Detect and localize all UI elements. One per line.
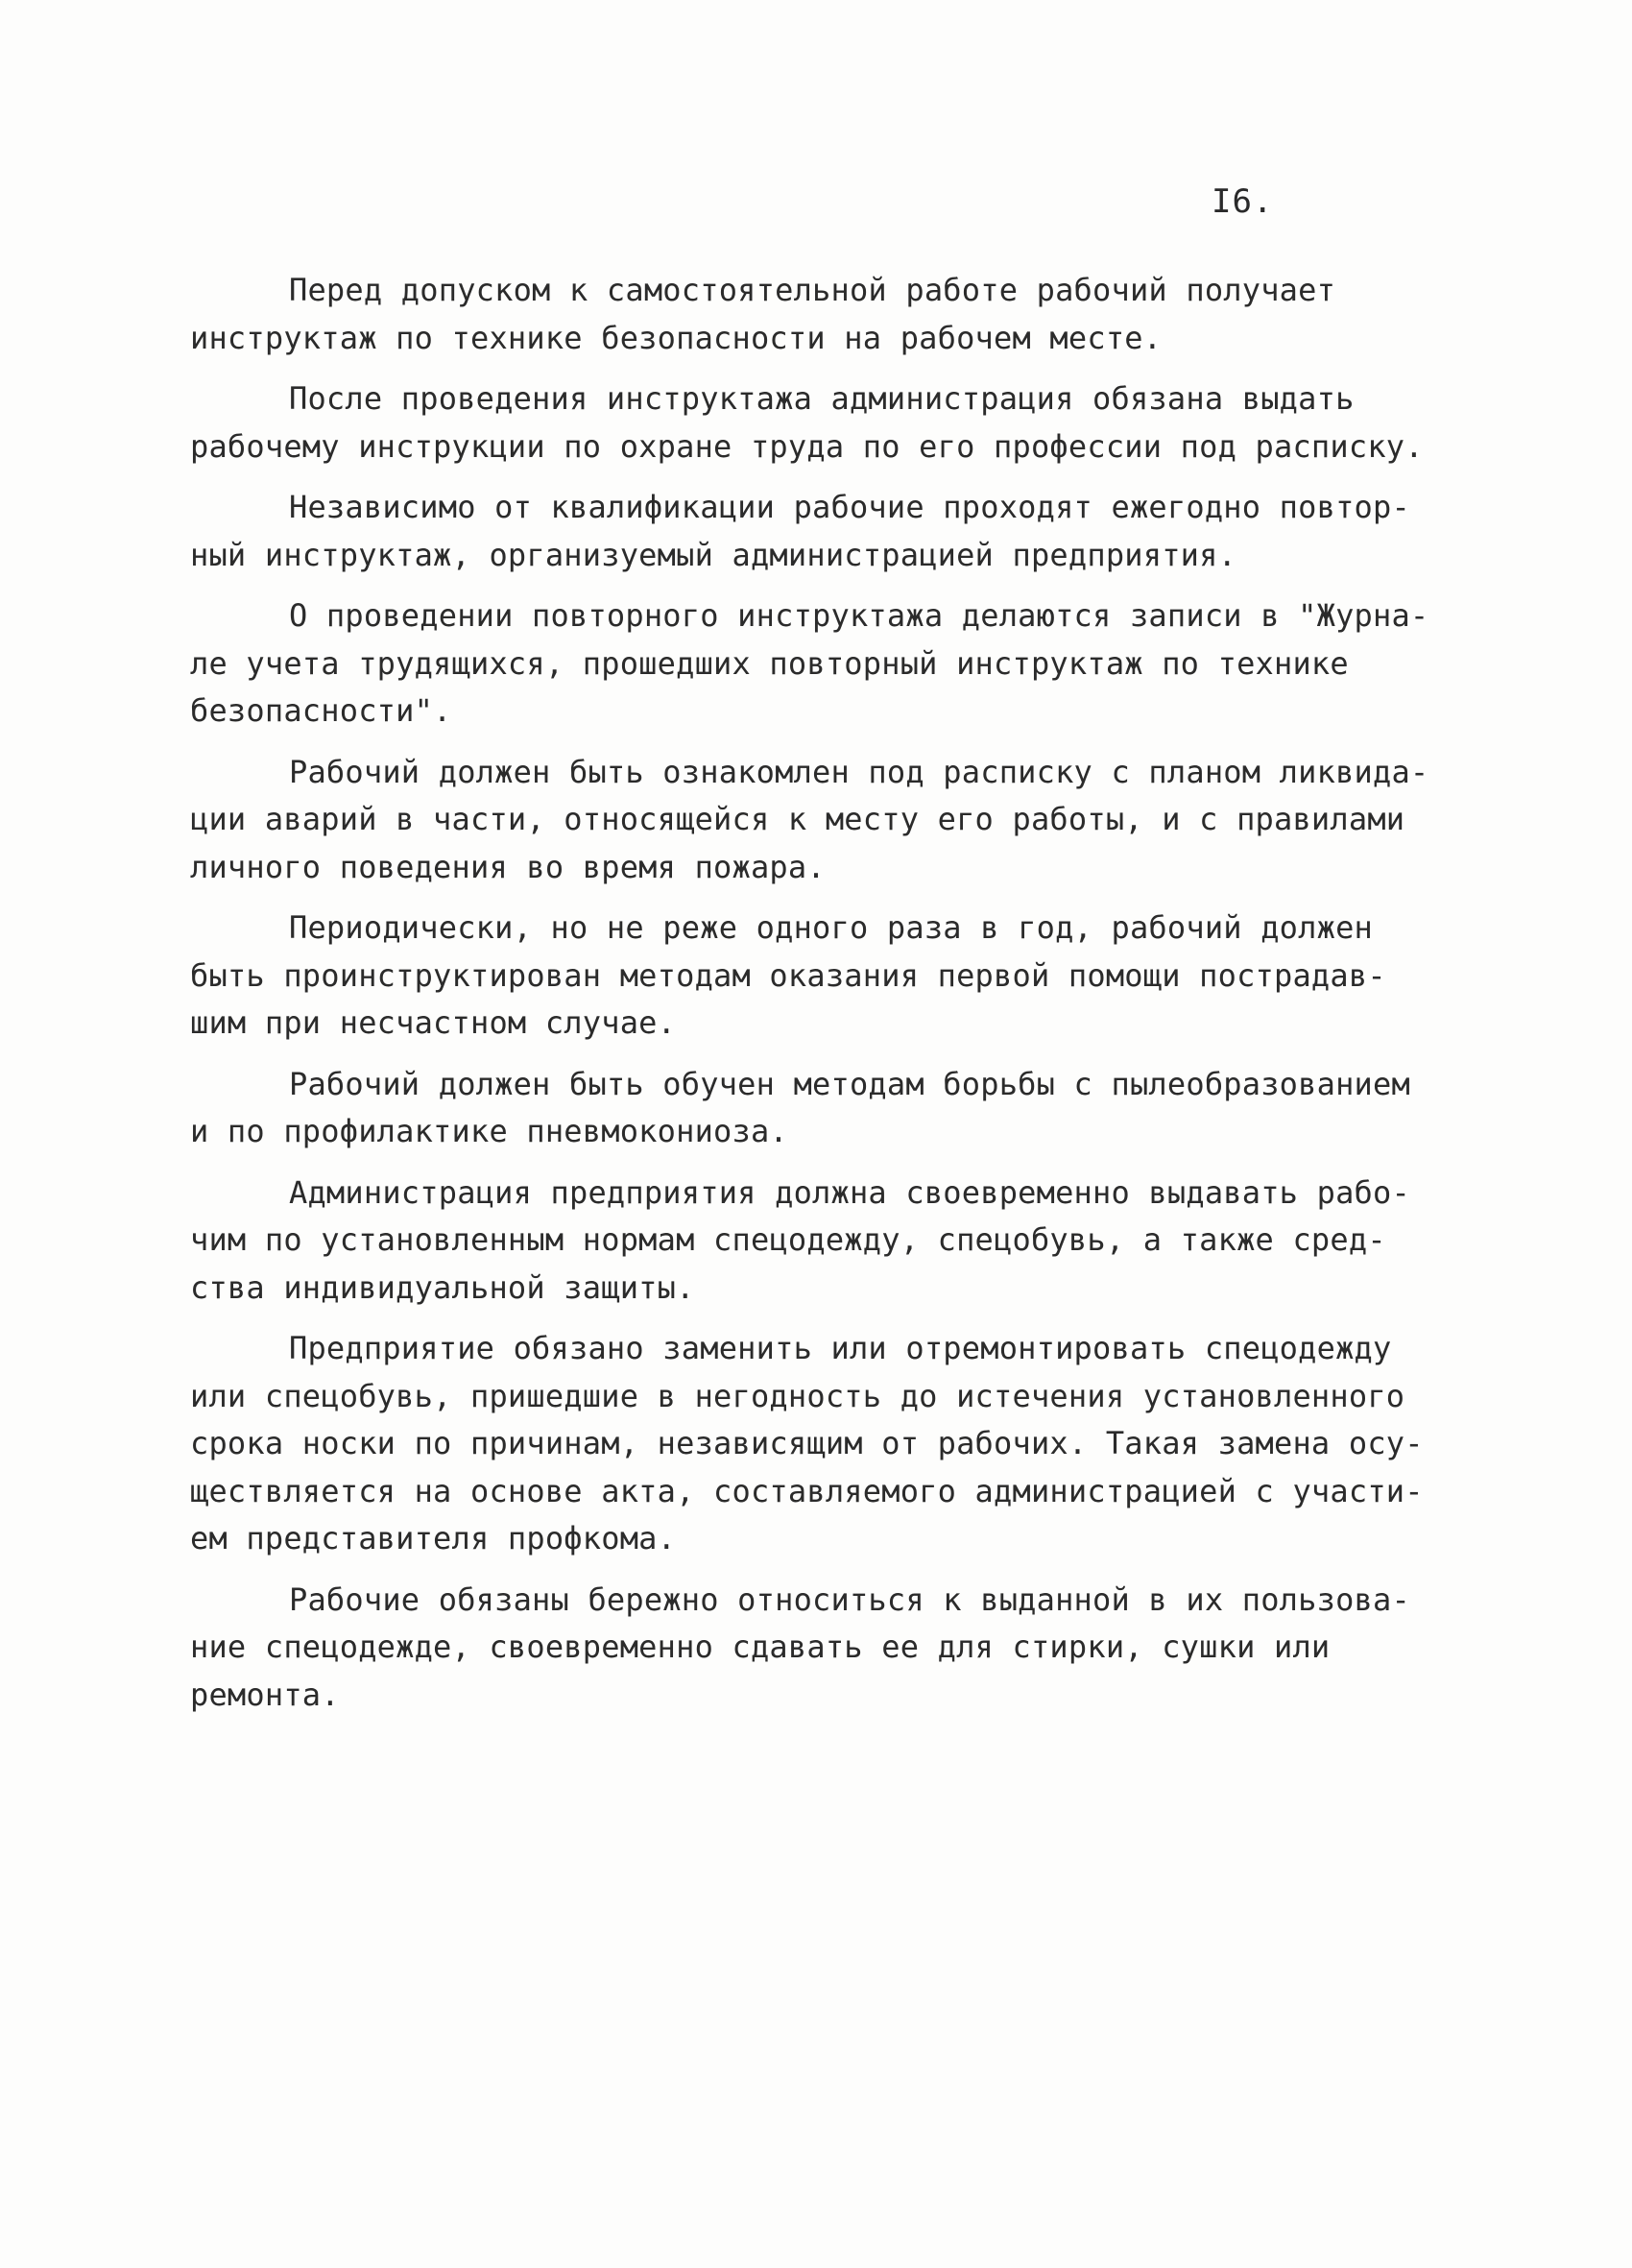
- text-line: быть проинструктирован методам оказания первой помощи пострадав-: [190, 956, 1386, 994]
- text-line: чим по установленным нормам спецодежду, спецобувь, а также сред-: [190, 1221, 1386, 1258]
- paragraph: [190, 267, 1438, 362]
- text-line: О проведении повторного инструктажа делаются записи в "Журна-: [289, 597, 1429, 634]
- text-line: Администрация предприятия должна своевременно выдавать рабо-: [289, 1173, 1410, 1211]
- text-line: Рабочий должен быть обучен методам борьбы с пылеобразованием: [289, 1065, 1410, 1102]
- text-line: ремонта.: [190, 1676, 340, 1713]
- text-line: и по профилактике пневмокониоза.: [190, 1113, 788, 1149]
- paragraph: [190, 905, 1438, 1048]
- text-line: ем представителя профкома.: [190, 1520, 677, 1556]
- page-number: I6.: [1212, 182, 1274, 221]
- paragraph: [190, 749, 1438, 892]
- text-line: Рабочий должен быть ознакомлен под расписку с планом ликвида-: [289, 753, 1429, 790]
- text-line: Независимо от квалификации рабочие проходят ежегодно повтор-: [289, 489, 1410, 525]
- text-line: Рабочие обязаны бережно относиться к выданной в их пользова-: [289, 1580, 1410, 1618]
- text-line: ции аварий в части, относящейся к месту его работы, и с правилами: [190, 801, 1405, 837]
- text-line: ле учета трудящихся, прошедших повторный инструктаж по технике: [190, 644, 1349, 682]
- paragraph: [190, 484, 1438, 579]
- text-line: срока носки по причинам, независящим от рабочих. Такая замена осу-: [190, 1425, 1424, 1461]
- text-line: ние спецодежде, своевременно сдавать ее для стирки, сушки или: [190, 1629, 1331, 1665]
- text-line: После проведения инструктажа администрация обязана выдать: [289, 380, 1355, 417]
- paragraph: [190, 1325, 1438, 1563]
- text-line: личного поведения во время пожара.: [190, 848, 826, 885]
- paragraph: [190, 592, 1438, 736]
- text-line: Предприятие обязано заменить или отремонтировать спецодежду: [289, 1330, 1392, 1366]
- text-line: шим при несчастном случае.: [190, 1004, 677, 1041]
- text-line: ный инструктаж, организуемый администрацией предприятия.: [190, 536, 1237, 573]
- text-line: Периодически, но не реже одного раза в год, рабочий должен: [289, 909, 1374, 946]
- document-body: [190, 267, 1438, 1732]
- text-line: ществляется на основе акта, составляемого администрацией с участи-: [190, 1472, 1424, 1509]
- paragraph: [190, 1577, 1438, 1720]
- text-line: Перед допуском к самостоятельной работе рабочий получает: [289, 272, 1336, 308]
- text-line: инструктаж по технике безопасности на рабочем месте.: [190, 319, 1163, 356]
- text-line: безопасности".: [190, 692, 452, 729]
- text-line: ства индивидуальной защиты.: [190, 1268, 695, 1306]
- paragraph: [190, 375, 1438, 470]
- text-line: или спецобувь, пришедшие в негодность до истечения установленного: [190, 1377, 1405, 1414]
- text-line: рабочему инструкции по охране труда по его профессии под расписку.: [190, 427, 1424, 465]
- paragraph: [190, 1061, 1438, 1156]
- paragraph: [190, 1170, 1438, 1313]
